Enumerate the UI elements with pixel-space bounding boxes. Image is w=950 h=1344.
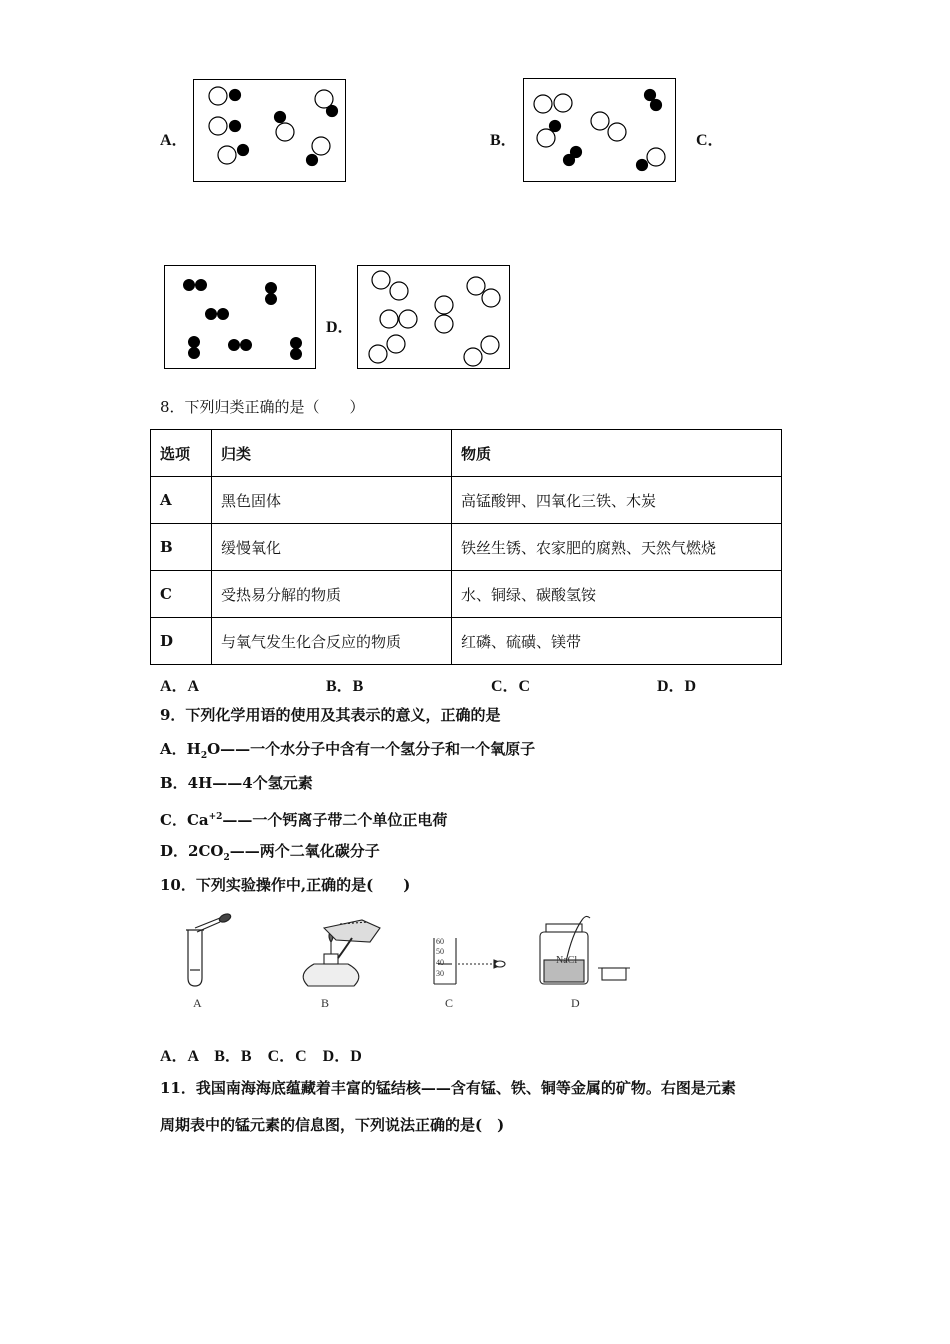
q9-c-prefix: C．Ca (160, 811, 209, 829)
apparatus-b-alcohol-lamp (290, 918, 388, 992)
q8-choice-d[interactable]: D．D (657, 678, 697, 695)
nacl-label: NaCl (556, 955, 578, 966)
row-option: C (151, 571, 212, 618)
classification-table (150, 429, 782, 665)
scale-label-60: 60 (436, 937, 444, 946)
q9-d-text: ——两个二氧化碳分子 (229, 842, 380, 860)
table-row (151, 571, 782, 618)
row-option: A (151, 477, 212, 524)
q9-option-b[interactable]: B．4H——4个氢元素 (160, 774, 313, 792)
table-header-row (151, 430, 782, 477)
q8-choice-b[interactable]: B．B (326, 678, 364, 695)
row-category: 缓慢氧化 (212, 524, 452, 571)
row-category: 与氧气发生化合反应的物质 (212, 618, 452, 665)
q9-c-superscript: +2 (208, 812, 223, 822)
row-substances: 铁丝生锈、农家肥的腐熟、天然气燃烧 (452, 524, 782, 571)
option-b-label: B． (490, 132, 517, 149)
q9-a-subscript: 2 (200, 751, 208, 761)
row-substances: 高锰酸钾、四氧化三铁、木炭 (452, 477, 782, 524)
apparatus-d-reagent-jar (532, 912, 632, 986)
q8-choice-a[interactable]: A．A (160, 678, 200, 695)
q9-d-subscript: 2 (223, 853, 230, 863)
q9-a-text: O——一个水分子中含有一个氢分子和一个氧原子 (207, 740, 536, 758)
apparatus-d-caption: D (571, 996, 580, 1010)
option-c-label: C． (696, 132, 724, 149)
row-option: D (151, 618, 212, 665)
row-category: 受热易分解的物质 (212, 571, 452, 618)
q9-option-a[interactable] (160, 739, 535, 766)
q8-choice-c[interactable]: C．C (491, 678, 531, 695)
apparatus-a-dropper (178, 912, 238, 992)
q9-d-prefix: D．2CO (160, 842, 224, 860)
row-substances: 水、铜绿、碳酸氢铵 (452, 571, 782, 618)
q9-a-prefix: A．H (160, 740, 201, 758)
header-category: 归类 (212, 430, 452, 477)
particle-diagram-c (164, 265, 316, 369)
row-category: 黑色固体 (212, 477, 452, 524)
apparatus-c-caption: C (445, 996, 454, 1010)
scale-label-30: 30 (436, 969, 444, 978)
question-10-stem: 10．下列实验操作中,正确的是( ) (160, 876, 411, 894)
apparatus-a-caption: A (193, 996, 202, 1010)
particle-diagram-a (193, 79, 346, 182)
apparatus-b-caption: B (321, 996, 330, 1010)
question-11-line-2: 周期表中的锰元素的信息图，下列说法正确的是( ) (160, 1116, 505, 1134)
particle-diagram-d (357, 265, 510, 369)
question-9-stem: 9．下列化学用语的使用及其表示的意义，正确的是 (160, 706, 501, 724)
q9-option-c[interactable] (160, 807, 447, 830)
table-row (151, 477, 782, 524)
question-8-stem: 8．下列归类正确的是（ ） (160, 398, 365, 416)
option-d-label: D． (326, 319, 354, 336)
table-row (151, 524, 782, 571)
q10-choices[interactable]: A．A B．B C．C D．D (160, 1048, 362, 1065)
option-a-label: A． (160, 132, 188, 149)
particle-diagram-b (523, 78, 676, 182)
header-substances: 物质 (452, 430, 782, 477)
table-row (151, 618, 782, 665)
scale-label-50: 50 (436, 947, 444, 956)
row-substances: 红磷、硫磺、镁带 (452, 618, 782, 665)
header-option: 选项 (151, 430, 212, 477)
q9-c-text: ——一个钙离子带二个单位正电荷 (222, 811, 448, 829)
scale-label-40: 40 (436, 958, 444, 967)
q9-option-d[interactable] (160, 841, 380, 868)
question-11-line-1: 11．我国南海海底蕴藏着丰富的锰结核——含有锰、铁、铜等金属的矿物。右图是元素 (160, 1079, 736, 1097)
row-option: B (151, 524, 212, 571)
